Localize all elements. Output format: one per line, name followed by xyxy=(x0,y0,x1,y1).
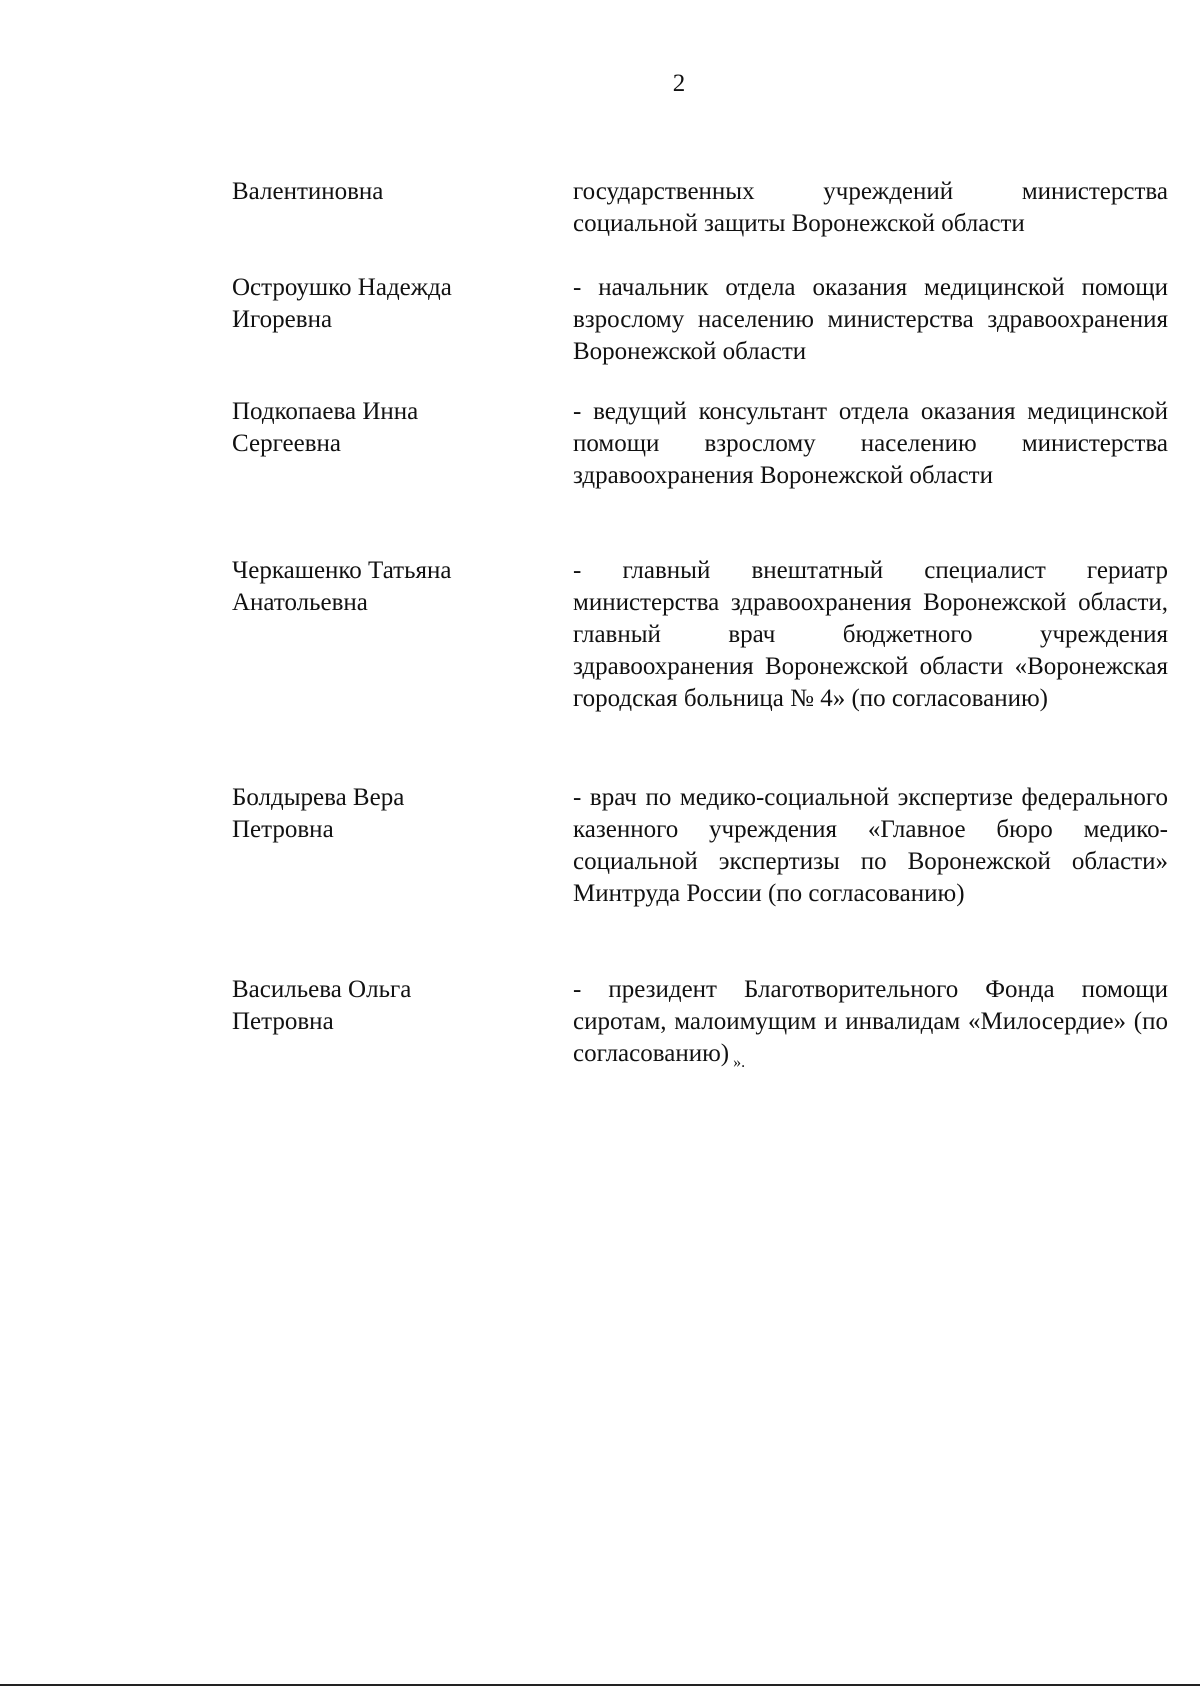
person-name-line: Анатольевна xyxy=(232,589,368,616)
person-name-line: Игоревна xyxy=(232,306,333,333)
person-name-line: Васильева Ольга xyxy=(232,976,412,1003)
position-description: - главный внештатный специалист гериатр министерства здравоохранения Воронежской области, главный врач бюджетного учреждения здравоохранения Воронежской области «Воронежская городская больница № 4» (по согласованию) xyxy=(573,557,1168,712)
closing-quote-mark: ». xyxy=(733,1054,746,1071)
page-number: 2 xyxy=(672,70,686,97)
person-name-line: Черкашенко Татьяна xyxy=(232,557,452,584)
position-description: - ведущий консультант отдела оказания медицинской помощи взрослому населению министерства здравоохранения Воронежской области xyxy=(573,398,1168,489)
position-description: государственных учреждений министерства социальной защиты Воронежской области xyxy=(573,178,1168,237)
person-name-line: Сергеевна xyxy=(232,430,341,457)
position-description-text: - президент Благотворительного Фонда помощи сиротам, малоимущим и инвалидам «Милосердие» (по согласованию) xyxy=(573,976,1168,1067)
person-name xyxy=(232,396,552,460)
person-name-line: Валентиновна xyxy=(232,178,384,205)
person-name-line: Петровна xyxy=(232,816,334,843)
position-description xyxy=(573,974,1168,1079)
person-name xyxy=(232,974,552,1038)
person-name-line: Подкопаева Инна xyxy=(232,398,419,425)
person-name xyxy=(232,272,552,336)
person-name-line: Болдырева Вера xyxy=(232,784,405,811)
person-name xyxy=(232,555,552,619)
position-description: - врач по медико-социальной экспертизе федерального казенного учреждения «Главное бюро медико-социальной экспертизы по Воронежской области» Минтруда России (по согласованию) xyxy=(573,784,1168,907)
person-name xyxy=(232,782,552,846)
scan-bottom-edge xyxy=(0,1684,1200,1686)
position-description: - начальник отдела оказания медицинской помощи взрослому населению министерства здравоохранения Воронежской области xyxy=(573,274,1168,365)
person-name-line: Остроушко Надежда xyxy=(232,274,452,301)
person-name xyxy=(232,176,552,208)
person-name-line: Петровна xyxy=(232,1008,334,1035)
